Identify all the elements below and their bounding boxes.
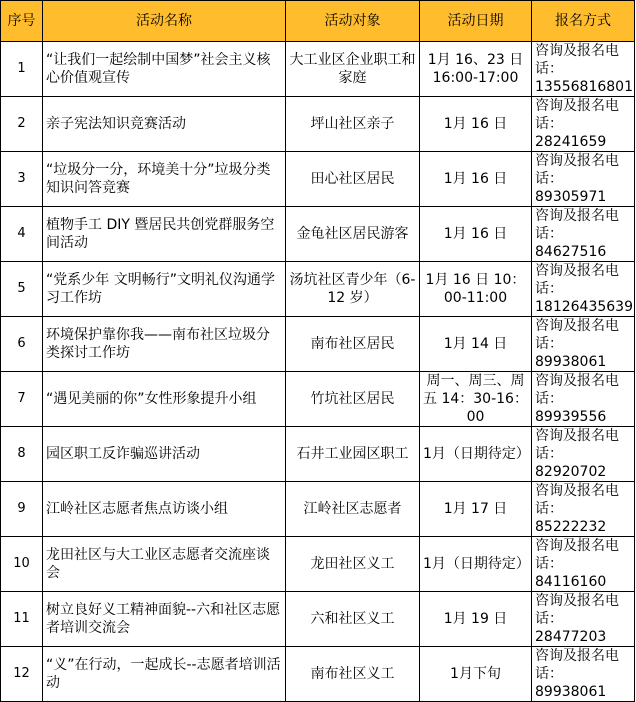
row-number-cell: 12 (1, 647, 43, 702)
signup-method-cell: 咨询及报名电话：28241659 (532, 97, 635, 152)
table-row (1, 537, 635, 592)
activity-target-cell: 坪山社区亲子 (286, 97, 420, 152)
row-number-cell: 7 (1, 372, 43, 427)
activity-name-cell: “党系少年 文明畅行”文明礼仪沟通学习工作坊 (43, 262, 286, 317)
activity-target-cell: 南布社区居民 (286, 317, 420, 372)
row-number-cell: 6 (1, 317, 43, 372)
table-row (1, 592, 635, 647)
signup-method-cell: 咨询及报名电话：89938061 (532, 647, 635, 702)
signup-method-cell: 咨询及报名电话：89305971 (532, 152, 635, 207)
table-row (1, 42, 635, 97)
signup-method-cell: 咨询及报名电话：13556816801 (532, 42, 635, 97)
signup-method-cell: 咨询及报名电话：85222232 (532, 482, 635, 537)
header-cell-name: 活动名称 (43, 1, 286, 42)
signup-method-cell: 咨询及报名电话：18126435639 (532, 262, 635, 317)
activity-date-cell: 1月 16 日 (420, 152, 532, 207)
signup-method-cell: 咨询及报名电话：84627516 (532, 207, 635, 262)
header-cell-signup: 报名方式 (532, 1, 635, 42)
activity-date-cell: 1月 16 日 (420, 207, 532, 262)
table-row (1, 647, 635, 702)
header-row (1, 1, 635, 42)
activity-name-cell: 龙田社区与大工业区志愿者交流座谈会 (43, 537, 286, 592)
signup-method-cell: 咨询及报名电话：28477203 (532, 592, 635, 647)
signup-method-cell: 咨询及报名电话：89939556 (532, 372, 635, 427)
header-cell-target: 活动对象 (286, 1, 420, 42)
table-row (1, 372, 635, 427)
activity-name-cell: “遇见美丽的你”女性形象提升小组 (43, 372, 286, 427)
activity-target-cell: 田心社区居民 (286, 152, 420, 207)
activity-date-cell: 1月下旬 (420, 647, 532, 702)
activity-name-cell: 植物手工 DIY 暨居民共创党群服务空间活动 (43, 207, 286, 262)
signup-method-cell: 咨询及报名电话：84116160 (532, 537, 635, 592)
activity-name-cell: “垃圾分一分，环境美十分”垃圾分类知识问答竞赛 (43, 152, 286, 207)
activity-target-cell: 江岭社区志愿者 (286, 482, 420, 537)
activity-date-cell: 1月 19 日 (420, 592, 532, 647)
activity-date-cell: 1月 16、23 日 16:00-17:00 (420, 42, 532, 97)
header-cell-date: 活动日期 (420, 1, 532, 42)
activity-date-cell: 1月（日期待定） (420, 537, 532, 592)
activity-target-cell: 金龟社区居民游客 (286, 207, 420, 262)
table-row (1, 262, 635, 317)
activity-target-cell: 汤坑社区青少年（6-12 岁） (286, 262, 420, 317)
header-cell-no: 序号 (1, 1, 43, 42)
row-number-cell: 3 (1, 152, 43, 207)
signup-method-cell: 咨询及报名电话：89938061 (532, 317, 635, 372)
table-row (1, 152, 635, 207)
table-row (1, 317, 635, 372)
activity-name-cell: “义”在行动，一起成长--志愿者培训活动 (43, 647, 286, 702)
activity-name-cell: 园区职工反诈骗巡讲活动 (43, 427, 286, 482)
row-number-cell: 11 (1, 592, 43, 647)
activity-target-cell: 石井工业园区职工 (286, 427, 420, 482)
table-row (1, 427, 635, 482)
signup-method-cell: 咨询及报名电话：82920702 (532, 427, 635, 482)
activity-date-cell: 1月 16 日 10：00-11:00 (420, 262, 532, 317)
row-number-cell: 9 (1, 482, 43, 537)
activity-target-cell: 南布社区义工 (286, 647, 420, 702)
activity-date-cell: 1月 16 日 (420, 97, 532, 152)
activity-target-cell: 竹坑社区居民 (286, 372, 420, 427)
row-number-cell: 5 (1, 262, 43, 317)
activity-date-cell: 周一、周三、周五 14：30-16：00 (420, 372, 532, 427)
activity-date-cell: 1月 17 日 (420, 482, 532, 537)
row-number-cell: 4 (1, 207, 43, 262)
activity-name-cell: 江岭社区志愿者焦点访谈小组 (43, 482, 286, 537)
row-number-cell: 2 (1, 97, 43, 152)
table-row (1, 207, 635, 262)
row-number-cell: 10 (1, 537, 43, 592)
activity-name-cell: 环境保护靠你我——南布社区垃圾分类探讨工作坊 (43, 317, 286, 372)
activity-name-cell: 树立良好义工精神面貌--六和社区志愿者培训交流会 (43, 592, 286, 647)
activity-name-cell: 亲子宪法知识竞赛活动 (43, 97, 286, 152)
activity-target-cell: 龙田社区义工 (286, 537, 420, 592)
row-number-cell: 1 (1, 42, 43, 97)
activity-date-cell: 1月（日期待定） (420, 427, 532, 482)
table-row (1, 482, 635, 537)
table-row (1, 97, 635, 152)
activity-date-cell: 1月 14 日 (420, 317, 532, 372)
activity-target-cell: 大工业区企业职工和家庭 (286, 42, 420, 97)
row-number-cell: 8 (1, 427, 43, 482)
activity-name-cell: “让我们一起绘制中国梦”社会主义核心价值观宣传 (43, 42, 286, 97)
activity-target-cell: 六和社区义工 (286, 592, 420, 647)
